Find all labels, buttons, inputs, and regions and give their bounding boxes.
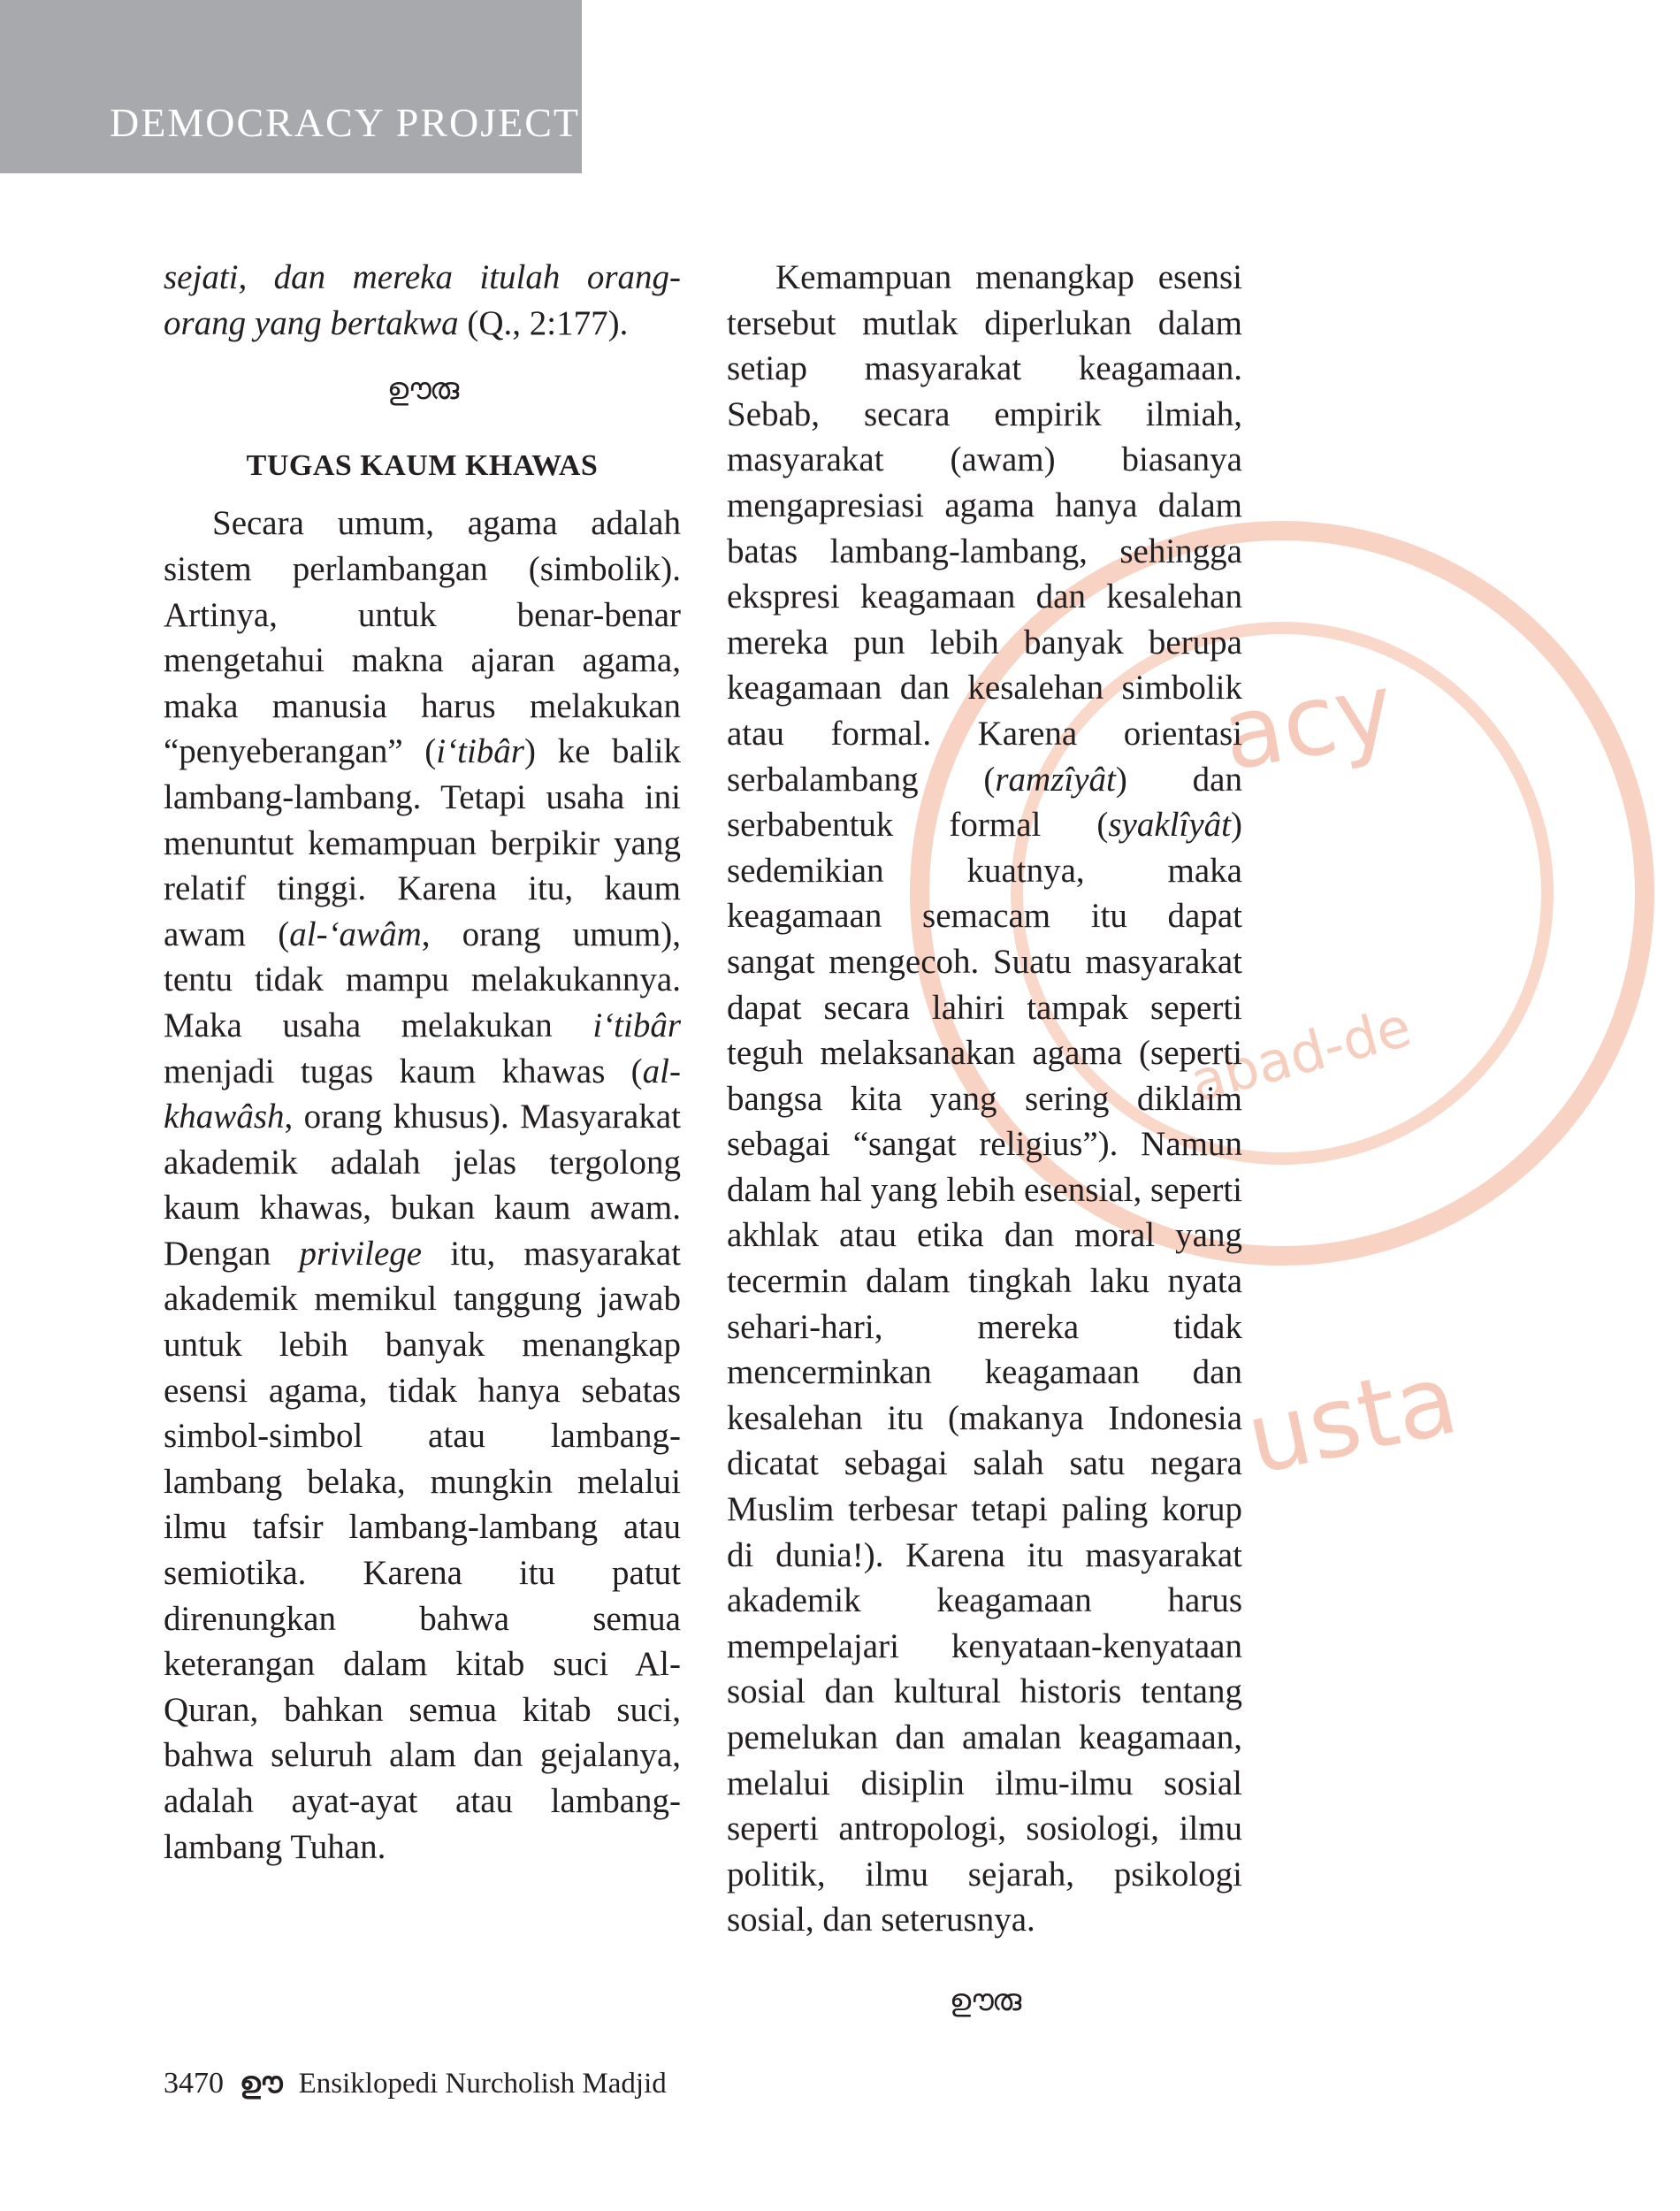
text-segment: Secara umum, agama adalah sistem perlambangan (simbolik). Artinya, untuk benar-benar mengetahui makna ajaran agama, maka manusia harus melakukan “penyeberangan” (: [164, 504, 681, 771]
section-divider-ornament: ഊരു: [386, 373, 458, 407]
term-al-khawash: al-khawâsh: [164, 1052, 681, 1136]
book-title: Ensiklopedi Nurcholish Madjid: [298, 2068, 667, 2100]
page-footer: [164, 2067, 667, 2100]
quote-reference: (Q., 2:177).: [458, 303, 629, 342]
stamp-text-1: acy: [1214, 651, 1402, 793]
text-segment: menjadi tugas kaum khawas (: [164, 1052, 643, 1090]
left-column: [164, 255, 681, 1870]
body-paragraph-left: [164, 501, 681, 1870]
term-itibar-2: iʻtibâr: [592, 1006, 681, 1044]
text-segment: , orang umum), tentu tidak mampu melakukannya. Maka usaha melakukan: [164, 914, 681, 1044]
quote-continuation: [164, 255, 681, 346]
text-segment: ) ke balik lambang-lambang. Tetapi usaha ini menuntut kemampuan berpikir yang relatif tinggi. Karena itu, kaum awam (: [164, 732, 681, 953]
running-header-title: DEMOCRACY PROJECT: [110, 100, 580, 145]
page-number: 3470: [164, 2067, 224, 2100]
stamp-text-2: abad-de: [1183, 993, 1418, 1115]
body-paragraph-right: [727, 255, 1242, 1943]
term-ramziyat: ramzîyât: [995, 760, 1116, 799]
quote-italic: sejati, dan mereka itulah orang-orang yang bertakwa: [164, 258, 681, 342]
text-segment: Kemampuan menangkap esensi tersebut mutlak diperlukan dalam setiap masyarakat keagamaan. Sebab, secara empirik ilmiah, masyarakat (awam) biasanya mengapresiasi agama hanya dalam batas lambang-lambang, sehingga ekspresi keagamaan dan kesalehan mereka pun lebih banyak berupa keagamaan dan kesalehan simbolik atau formal. Karena orientasi serbalambang (: [727, 258, 1242, 799]
end-divider-ornament: ഊരു: [949, 1984, 1020, 2017]
text-segment: ) sedemikian kuatnya, maka keagamaan semacam itu dapat sangat mengecoh. Suatu masyarakat dapat secara lahiri tampak seperti teguh melaksanakan agama (seperti bangsa kita yang sering diklaim sebagai “sangat religius”). Namun dalam hal yang lebih esensial, seperti akhlak atau etika dan moral yang tecermin dalam tingkah laku nyata sehari-hari, mereka tidak mencerminkan keagamaan dan kesalehan itu (makanya Indonesia dicatat sebagai salah satu negara Muslim terbesar tetapi paling korup di dunia!). Karena itu masyarakat akademik keagamaan harus mempelajari kenyataan-kenyataan sosial dan kultural historis tentang pemelukan dan amalan keagamaan, melalui disiplin ilmu-ilmu sosial seperti antropologi, sosiologi, ilmu politik, ilmu sejarah, psikologi sosial, dan seterusnya.: [727, 806, 1242, 1939]
term-itibar: iʻtibâr: [436, 732, 524, 771]
term-al-awam: al-ʻawâm: [289, 914, 422, 953]
text-segment: itu, masyarakat akademik memikul tanggung jawab untuk lebih banyak menangkap esensi agama, tidak hanya sebatas simbol-simbol atau lambang-lambang belaka, mungkin melalui ilmu tafsir lambang-lambang atau semiotika. Karena itu patut direnungkan bahwa semua keterangan dalam kitab suci Al-Quran, bahkan semua kitab suci, bahwa seluruh alam dan gejalanya, adalah ayat-ayat atau lambang-lambang Tuhan.: [164, 1234, 681, 1866]
section-heading: TUGAS KAUM KHAWAS: [246, 448, 599, 482]
right-column: [727, 255, 1242, 2024]
header-band: [0, 0, 582, 173]
term-privilege: privilege: [299, 1234, 423, 1273]
term-syakliyat: syaklîyât: [1108, 806, 1231, 845]
text-segment: ) dan serbabentuk formal (: [727, 760, 1242, 845]
stamp-text-3: usta: [1237, 1342, 1467, 1496]
text-segment: , orang khusus). Masyarakat akademik adalah jelas tergolong kaum khawas, bukan kaum awam. Dengan: [164, 1098, 681, 1273]
footer-ornament: ഊ: [240, 2068, 283, 2100]
